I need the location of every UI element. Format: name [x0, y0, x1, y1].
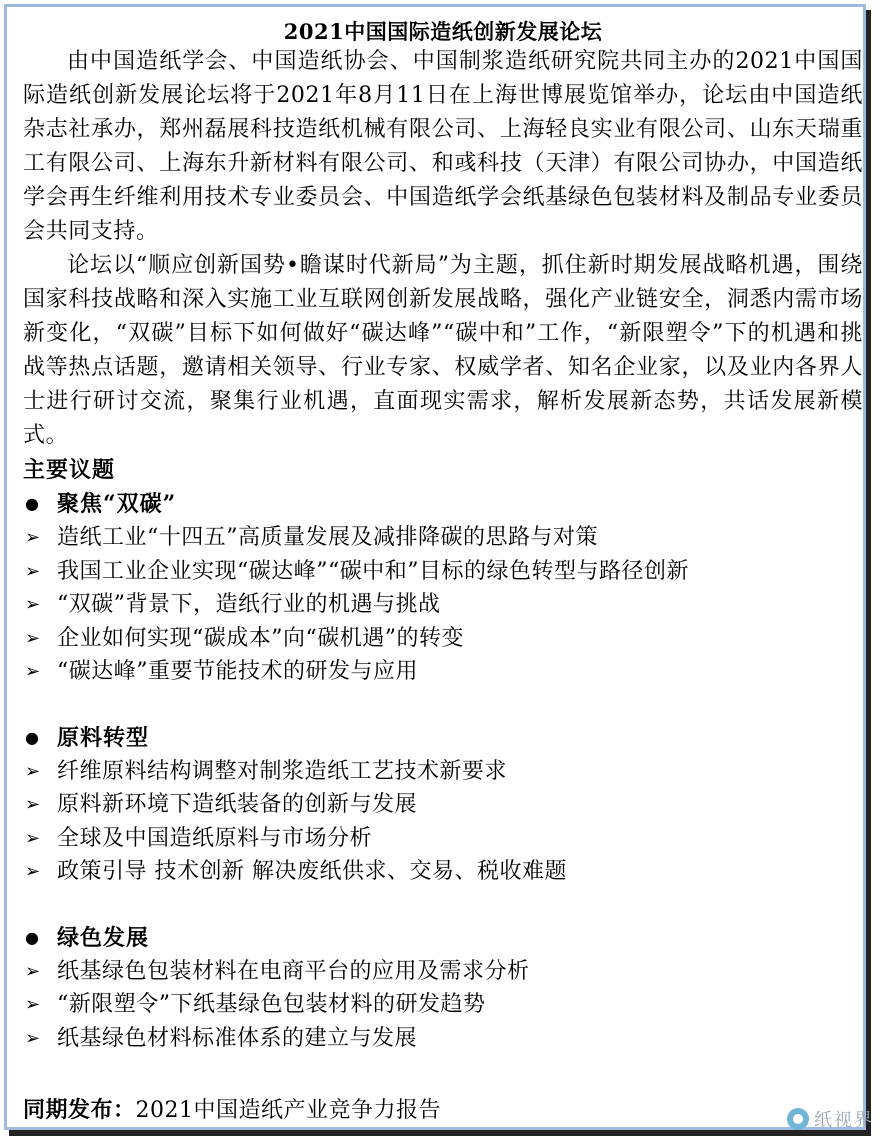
- arrow-bullet-icon: ➢: [25, 827, 41, 849]
- document-content: [23, 19, 863, 1055]
- agenda-item-text: 我国工业企业实现“碳达峰”“碳中和”目标的绿色转型与路径创新: [57, 558, 689, 584]
- bullet-icon: ●: [25, 494, 40, 513]
- arrow-bullet-icon: ➢: [25, 627, 41, 649]
- agenda-item: [23, 655, 863, 689]
- topic-group-green-development: [23, 921, 863, 1056]
- paper-world-logo-icon: [787, 1108, 809, 1130]
- agenda-item-text: “新限塑令”下纸基绿色包装材料的研发趋势: [57, 992, 486, 1017]
- arrow-bullet-icon: ➢: [25, 661, 41, 683]
- agenda-item: [23, 988, 863, 1022]
- watermark: [787, 1106, 874, 1132]
- agenda-item-text: 政策引导 技术创新 解决废纸供求、交易、税收难题: [57, 859, 567, 884]
- agenda-item: [23, 1022, 863, 1056]
- agenda-item: [23, 555, 863, 589]
- agenda-item-text: 造纸工业“十四五”高质量发展及减排降碳的思路与对策: [57, 525, 598, 550]
- topic-heading: [23, 721, 863, 755]
- document-title: 2021中国国际造纸创新发展论坛: [283, 19, 603, 44]
- arrow-bullet-icon: ➢: [25, 560, 41, 582]
- agenda-item-text: “双碳”背景下，造纸行业的机遇与挑战: [57, 592, 441, 617]
- topic-heading: [23, 487, 863, 521]
- arrow-bullet-icon: ➢: [25, 960, 41, 982]
- agenda-item-text: 企业如何实现“碳成本”向“碳机遇”的转变: [57, 625, 464, 651]
- agenda-heading: 主要议题: [23, 457, 116, 483]
- spacer: [23, 689, 863, 721]
- topic-label: 原料转型: [57, 724, 150, 751]
- arrow-bullet-icon: ➢: [25, 861, 41, 883]
- topic-label: 绿色发展: [57, 924, 150, 951]
- agenda-item: [23, 588, 863, 622]
- release-note-label: 同期发布：: [23, 1097, 136, 1123]
- bullet-icon: ●: [25, 927, 40, 947]
- agenda-item-text: 纸基绿色包装材料在电商平台的应用及需求分析: [57, 958, 530, 984]
- agenda-item-text: 原料新环境下造纸装备的创新与发展: [57, 792, 418, 817]
- agenda-item: [23, 822, 863, 856]
- arrow-bullet-icon: ➢: [25, 527, 41, 549]
- spacer: [23, 889, 863, 921]
- agenda-item: [23, 755, 863, 789]
- arrow-bullet-icon: ➢: [25, 994, 41, 1016]
- topic-label: 聚焦“双碳”: [57, 491, 177, 517]
- arrow-bullet-icon: ➢: [25, 1027, 41, 1049]
- agenda-item: [23, 788, 863, 822]
- release-note-value: 2021中国造纸产业竞争力报告: [135, 1098, 442, 1123]
- topic-group-raw-materials: [23, 721, 863, 889]
- bullet-icon: ●: [25, 727, 40, 747]
- agenda-item: [23, 855, 863, 889]
- arrow-bullet-icon: ➢: [25, 594, 41, 616]
- agenda-item: [23, 955, 863, 989]
- agenda-item-text: 纸基绿色材料标准体系的建立与发展: [57, 1025, 418, 1051]
- watermark-text: 纸视界: [814, 1110, 874, 1131]
- agenda-item: [23, 622, 863, 656]
- agenda-item-text: 全球及中国造纸原料与市场分析: [57, 825, 373, 851]
- document-frame: [4, 4, 866, 1130]
- agenda-item-text: “碳达峰”重要节能技术的研发与应用: [57, 659, 418, 684]
- arrow-bullet-icon: ➢: [25, 794, 41, 816]
- intro-paragraph: 由中国造纸学会、中国造纸协会、中国制浆造纸研究院共同主办的2021中国国际造纸创新发展论坛将于2021年8月11日在上海世博展览馆举办，论坛由中国造纸杂志社承办，郑州磊展科技造纸机械有限公司、上海轻良实业有限公司、山东天瑞重工有限公司、上海东升新材料有限公司、和彧科技（天津）有限公司协办，中国造纸学会再生纤维利用技术专业委员会、中国造纸学会纸基绿色包装材料及制品专业委员会共同支持。: [23, 49, 863, 244]
- theme-paragraph: 论坛以“顺应创新国势•瞻谋时代新局”为主题，抓住新时期发展战略机遇，围绕国家科技战略和深入实施工业互联网创新发展战略，强化产业链安全，洞悉内需市场新变化，“双碳”目标下如何做好“碳达峰”“碳中和”工作，“新限塑令”下的机遇和挑战等热点话题，邀请相关领导、行业专家、权威学者、知名企业家，以及业内各界人士进行研讨交流，聚集行业机遇，直面现实需求，解析发展新态势，共话发展新模式。: [23, 253, 863, 448]
- topic-group-dual-carbon: [23, 487, 863, 689]
- topic-heading: [23, 921, 863, 955]
- arrow-bullet-icon: ➢: [25, 760, 41, 782]
- agenda-item-text: 纤维原料结构调整对制浆造纸工艺技术新要求: [57, 758, 508, 784]
- agenda-item: [23, 521, 863, 555]
- release-note: [23, 1093, 441, 1128]
